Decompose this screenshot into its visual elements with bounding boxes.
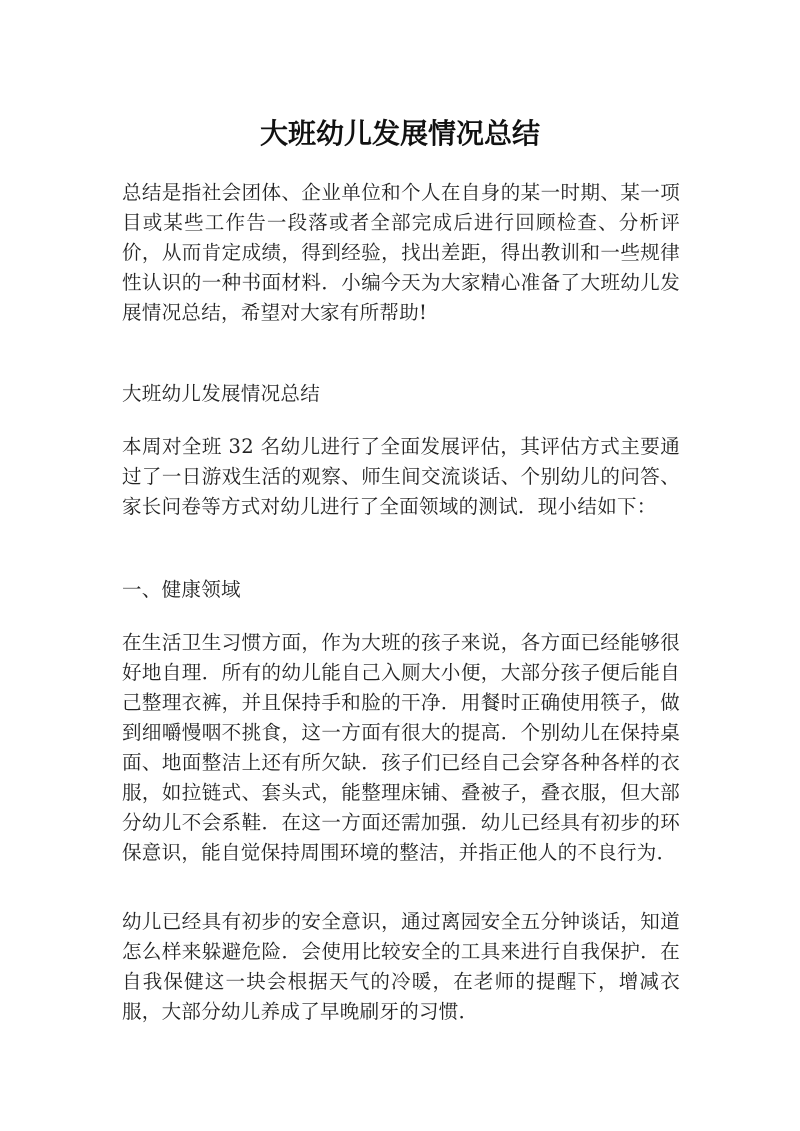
document-title: 大班幼儿发展情况总结	[259, 117, 540, 150]
overview-paragraph: 本周对全班 32 名幼儿进行了全面发展评估，其评估方式主要通过了一日游戏生活的观察、师生间交流谈话、个别幼儿的问答、家长问卷等方式对幼儿进行了全面领域的测试．现小结如下：	[122, 435, 680, 518]
intro-paragraph: 总结是指社会团体、企业单位和个人在自身的某一时期、某一项目或某些工作告一段落或者全部完成后进行回顾检查、分析评价，从而肯定成绩，得到经验，找出差距，得出教训和一些规律性认识的一种书面材料．小编今天为大家精心准备了大班幼儿发展情况总结，希望对大家有所帮助!	[122, 181, 680, 324]
section-subtitle: 大班幼儿发展情况总结	[122, 382, 321, 405]
safety-awareness-paragraph: 幼儿已经具有初步的安全意识，通过离园安全五分钟谈话，知道怎么样来躲避危险．会使用比较安全的工具来进行自我保护．在自我保健这一块会根据天气的冷暖，在老师的提醒下，增减衣服，大部分幼儿养成了早晚刷牙的习惯．	[122, 910, 680, 1023]
health-section-heading: 一、健康领域	[122, 578, 241, 601]
hygiene-habits-paragraph: 在生活卫生习惯方面，作为大班的孩子来说，各方面已经能够很好地自理．所有的幼儿能自己入厕大小便，大部分孩子便后能自己整理衣裤，并且保持手和脸的干净．用餐时正确使用筷子，做到细嚼慢咽不挑食，这一方面有很大的提高．个别幼儿在保持桌面、地面整洁上还有所欠缺．孩子们已经自己会穿各种各样的衣服，如拉链式、套头式，能整理床铺、叠被子，叠衣服，但大部分幼儿不会系鞋．在这一方面还需加强．幼儿已经具有初步的环保意识，能自觉保持周围环境的整洁，并指正他人的不良行为．	[122, 631, 680, 864]
